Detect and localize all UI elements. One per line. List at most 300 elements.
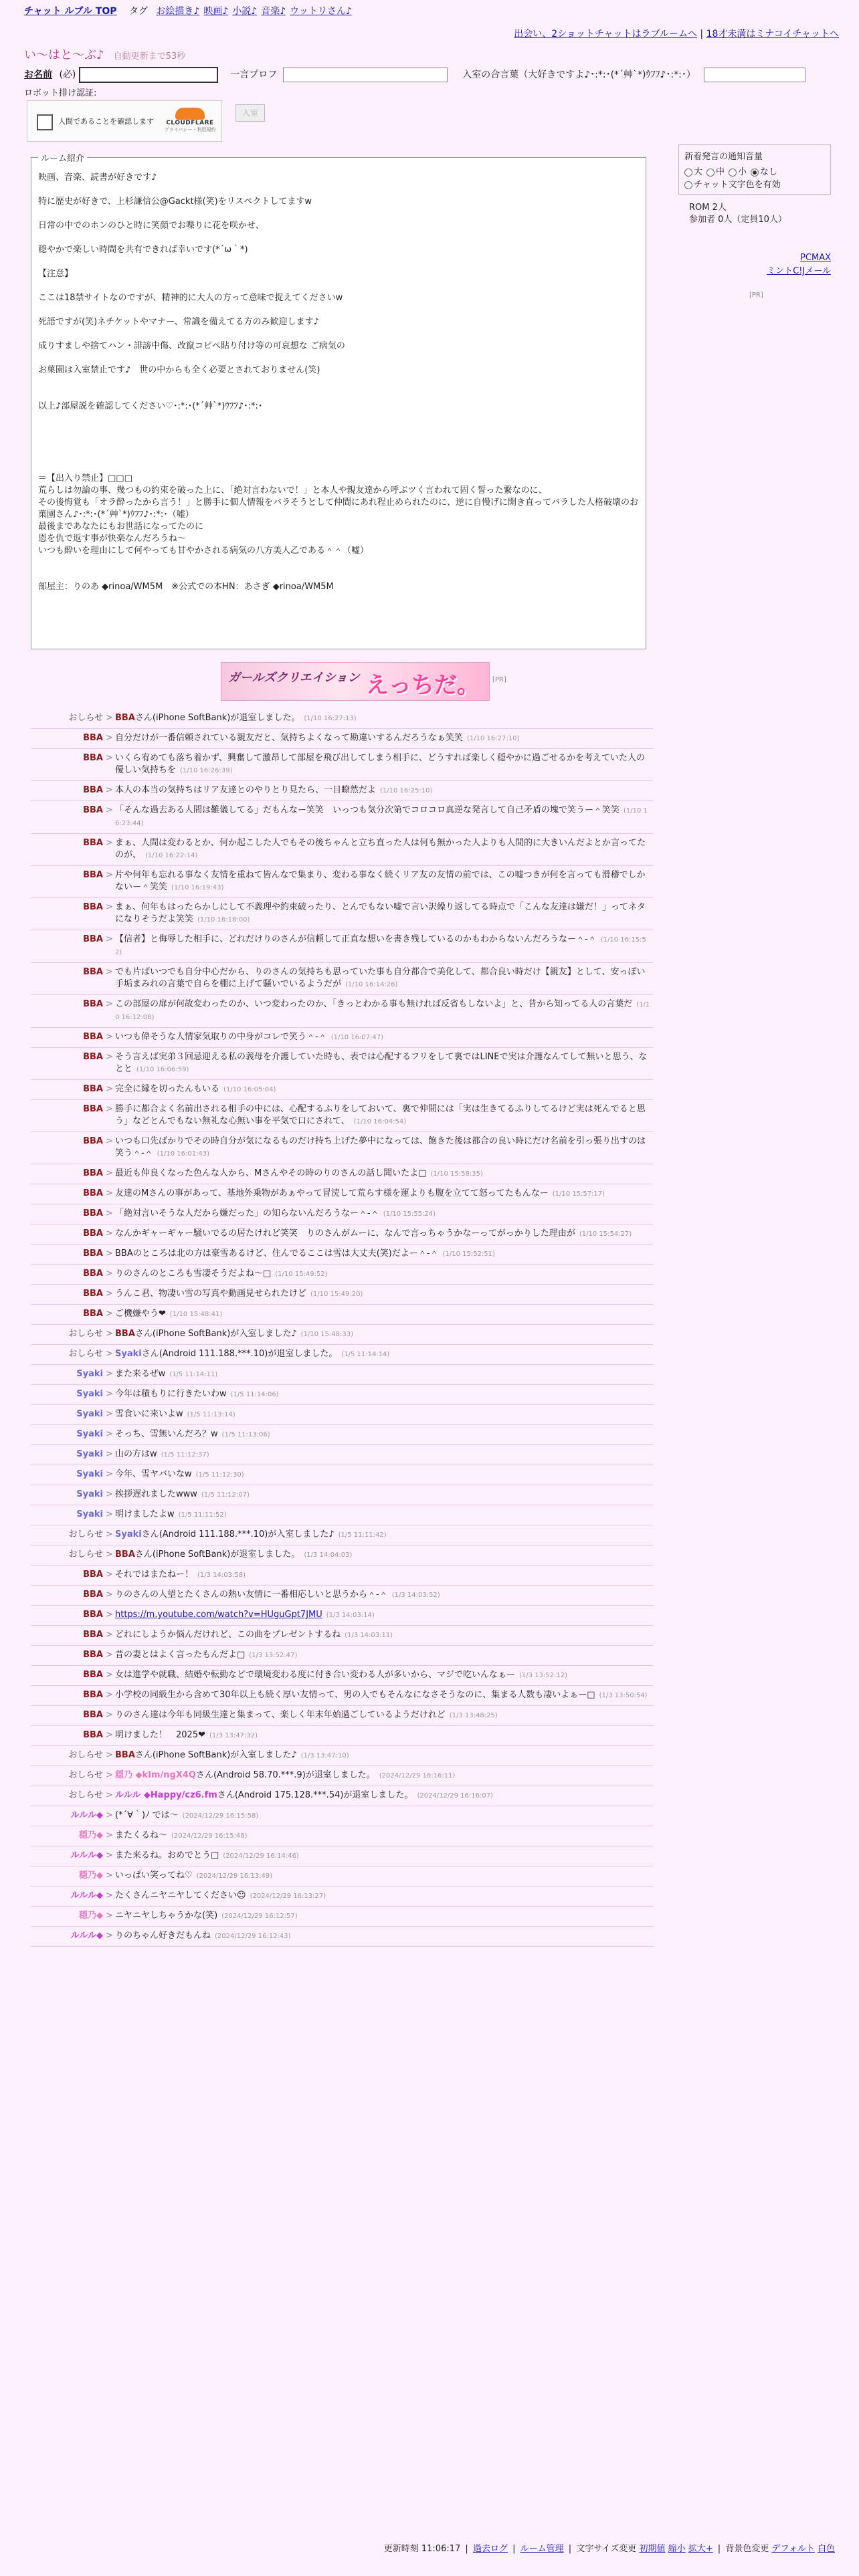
- message-row: [31, 1686, 653, 1706]
- arrow-icon: >: [106, 1529, 113, 1539]
- radio-icon[interactable]: [684, 169, 692, 177]
- message-row: [31, 709, 653, 729]
- message-time: (1/10 15:48:41): [169, 1311, 223, 1318]
- message-speaker: BBA: [83, 1228, 103, 1239]
- message-text: さん(iPhone SoftBank)が入室しました♪: [134, 1750, 297, 1760]
- message-time: (2024/12/29 16:15:48): [171, 1832, 248, 1840]
- message-text: うんこ君、物凄い雪の写真や動画見せられたけど: [115, 1289, 307, 1299]
- message-body: [115, 1328, 653, 1341]
- message-row: [31, 1626, 653, 1646]
- message-time: (1/10 16:26:39): [180, 767, 233, 774]
- message-row: [31, 995, 653, 1028]
- message-speaker: BBA: [83, 934, 103, 944]
- arrow-icon: >: [106, 1168, 113, 1178]
- message-row: [31, 1184, 653, 1204]
- arrow-icon: >: [106, 805, 113, 815]
- entry-form: [24, 67, 843, 83]
- message-speaker: BBA: [83, 1249, 103, 1259]
- arrow-icon: >: [106, 1389, 113, 1399]
- message-time: (1/10 16:01:43): [157, 1150, 210, 1158]
- captcha-widget: [27, 100, 222, 142]
- arrow-icon: >: [106, 753, 113, 763]
- room-occupancy: [689, 202, 787, 226]
- robot-check-label: ロボット排け認証:: [24, 88, 97, 98]
- message-speaker: ルルル◆: [70, 1931, 103, 1941]
- message-row: [31, 1726, 653, 1746]
- banner-left-text: ガールズクリエイション: [228, 671, 360, 685]
- message-text: 明けましたよw: [115, 1509, 175, 1519]
- intro-line: [38, 232, 639, 244]
- arrow-icon: >: [106, 1770, 113, 1780]
- arrow-icon: >: [106, 1650, 113, 1660]
- arrow-icon: >: [106, 1289, 113, 1299]
- minakoi-link[interactable]: 18才未満はミナコイチャットへ: [706, 29, 839, 39]
- message-text: 雪食いに来いよw: [115, 1409, 183, 1419]
- message-text: 今年は積もりに行きたいわw: [115, 1389, 227, 1399]
- message-speaker: Syaki: [76, 1489, 103, 1499]
- message-row: [31, 1132, 653, 1164]
- bg-default-link[interactable]: デフォルト: [771, 2544, 815, 2554]
- message-row: [31, 1224, 653, 1245]
- message-row: [31, 1405, 653, 1425]
- message-text: それではまたねー！: [115, 1570, 194, 1580]
- arrow-icon: >: [106, 999, 113, 1009]
- message-nick: BBA: [115, 1750, 135, 1760]
- intro-line: [38, 569, 639, 581]
- separator: |: [717, 2544, 721, 2554]
- radio-icon[interactable]: [729, 169, 737, 177]
- message-row: [31, 1586, 653, 1606]
- message-speaker: Syaki: [76, 1469, 103, 1479]
- message-body: [115, 1268, 653, 1281]
- message-body: [115, 1930, 653, 1943]
- room-admin-link[interactable]: ルーム管理: [520, 2544, 564, 2554]
- banner-pr-tag: [PR]: [492, 676, 506, 683]
- message-speaker: BBA: [83, 1188, 103, 1198]
- message-body: [115, 1031, 653, 1044]
- message-text: またくるね〜: [115, 1830, 168, 1840]
- arrow-icon: >: [106, 1790, 113, 1800]
- size-small-link[interactable]: 縮小: [668, 2544, 686, 2554]
- message-text: 昔の妻とはよく言ったもんだよ□: [115, 1650, 246, 1660]
- notify-option-label: 大: [694, 167, 703, 177]
- message-body: [115, 1051, 653, 1076]
- separator: |: [568, 2544, 572, 2554]
- message-row: [31, 1706, 653, 1726]
- message-row: [31, 1525, 653, 1545]
- arrow-icon: >: [106, 1104, 113, 1114]
- message-body: [115, 1870, 653, 1883]
- message-body: [115, 1228, 653, 1241]
- passphrase-input[interactable]: [704, 68, 805, 82]
- message-time: (1/3 14:03:52): [391, 1592, 440, 1599]
- intro-line: [38, 304, 639, 316]
- message-text: 明けました！ 2025❤: [115, 1730, 205, 1740]
- arrow-icon: >: [106, 1052, 113, 1062]
- arrow-icon: >: [106, 1429, 113, 1439]
- message-row: [31, 1080, 653, 1100]
- message-text: 女は進学や就職、結婚や転勤などで環境変わる度に付き合い変わる人が多いから、マジで吃いんなぁー: [115, 1670, 516, 1680]
- tag-list: [156, 6, 355, 17]
- arrow-icon: >: [106, 1409, 113, 1419]
- message-time: (1/10 16:05:04): [223, 1086, 276, 1093]
- message-text: りのさん達は今年も同級生達と集まって、楽しく年末年始過ごしているようだけれど: [115, 1710, 446, 1720]
- message-text: さん(Android 58.70.***.9)が退室しました。: [195, 1770, 375, 1780]
- message-row: [31, 1305, 653, 1325]
- message-row: [31, 1786, 653, 1806]
- message-speaker: BBA: [83, 785, 103, 795]
- banner-right-text: えっちだ。: [366, 672, 480, 699]
- arrow-icon: >: [106, 1610, 113, 1620]
- size-large-link[interactable]: 拡大+: [688, 2544, 713, 2554]
- message-body: [115, 1083, 653, 1096]
- message-body: [115, 1649, 653, 1662]
- message-body: [115, 1509, 653, 1521]
- message-speaker: BBA: [83, 1084, 103, 1094]
- message-text: この部屋の扉が何故変わったのか、いつ変わったのか、「きっとわかる事も無ければ反省もしないよ」と、昔から知ってる人の言葉だ: [115, 999, 633, 1009]
- message-text: さん(iPhone SoftBank)が入室しました♪: [134, 1329, 297, 1339]
- captcha-checkbox[interactable]: [37, 114, 53, 130]
- intro-line: [38, 413, 639, 425]
- tag-link[interactable]: お絵描き♪: [156, 6, 200, 17]
- arrow-icon: >: [106, 1369, 113, 1379]
- intro-line: 映画、音楽、読書が好きです♪: [38, 173, 157, 183]
- message-nick: BBA: [115, 713, 135, 723]
- message-row: [31, 1846, 653, 1866]
- member-count: 参加者 0人（定員10人）: [689, 215, 787, 225]
- message-time: (1/5 11:14:14): [341, 1351, 390, 1358]
- intro-line: [38, 328, 639, 340]
- chat-color-option[interactable]: [684, 177, 825, 190]
- message-text: いつも口先ばかりでその時自分が気になるものだけ持ち上げた夢中になっては、飽きた後は都合の良い時にだけ名前を引っ張り出すのは笑う＾-＾: [115, 1136, 646, 1158]
- arrow-icon: >: [106, 1710, 113, 1720]
- radio-icon[interactable]: [751, 169, 759, 177]
- message-speaker: おしらせ: [68, 1349, 103, 1359]
- separator: |: [512, 2544, 516, 2554]
- arrow-icon: >: [106, 1136, 113, 1146]
- intro-line: ここは18禁サイトなのですが、精神的に大人の方って意味で捉えてくださいw: [38, 293, 343, 303]
- notify-title: 新着発言の通知音量: [684, 152, 763, 162]
- message-text: りのちゃん好きだもんね: [115, 1931, 211, 1941]
- message-time: (2024/12/29 16:14:46): [223, 1852, 299, 1860]
- message-text: さん(iPhone SoftBank)が退室しました。: [134, 1549, 300, 1560]
- pcmax-link[interactable]: PCMAX: [800, 253, 831, 263]
- message-body: [115, 1629, 653, 1642]
- message-time: (2024/12/29 16:13:27): [250, 1893, 326, 1900]
- bg-color-label: 背景色変更: [725, 2544, 769, 2554]
- message-speaker: BBA: [83, 1710, 103, 1720]
- message-row: [31, 1245, 653, 1265]
- message-time: (1/3 14:03:14): [326, 1612, 375, 1619]
- message-body: [115, 1168, 653, 1180]
- arrow-icon: >: [106, 1309, 113, 1319]
- message-speaker: BBA: [83, 1104, 103, 1114]
- message-time: (1/3 13:50:54): [599, 1692, 648, 1699]
- intro-line: 部屋主：りのあ ◆rinoa/WM5M ※公式での本HN：あさぎ ◆rinoa/WM5M: [38, 582, 334, 592]
- message-body: [115, 1388, 653, 1401]
- message-time: (1/3 14:03:11): [345, 1632, 393, 1639]
- message-speaker: Syaki: [76, 1389, 103, 1399]
- message-speaker: おしらせ: [68, 1770, 103, 1780]
- profile-label: 一言プロフ: [230, 70, 278, 80]
- message-time: (1/10 16:04:54): [353, 1118, 407, 1125]
- message-speaker: Syaki: [76, 1449, 103, 1459]
- intro-line: [38, 461, 639, 473]
- message-time: (1/5 11:12:30): [195, 1471, 244, 1479]
- message-row: [31, 1505, 653, 1525]
- message-time: (1/3 13:52:47): [249, 1652, 298, 1659]
- message-speaker: 穏乃◆: [79, 1830, 103, 1840]
- brand-link[interactable]: チャット ルブル TOP: [24, 6, 117, 17]
- arrow-icon: >: [106, 1590, 113, 1600]
- radio-icon[interactable]: [706, 169, 714, 177]
- message-row: [31, 781, 653, 801]
- message-time: (1/5 11:12:07): [201, 1491, 250, 1499]
- message-time: (1/10 16:14:26): [345, 981, 398, 988]
- tag-link[interactable]: 小説♪: [232, 6, 258, 17]
- intro-line: [38, 425, 639, 437]
- message-nick: Syaki: [115, 1349, 142, 1359]
- update-time: 更新時刻 11:06:17: [383, 2544, 461, 2554]
- message-row: [31, 1826, 653, 1846]
- message-speaker: 穏乃◆: [79, 1870, 103, 1881]
- message-body: [115, 1810, 653, 1822]
- intro-line: 荒らしは勿論の事、幾つもの約束を破った上に、「絶対言わないで！」と本人や親友達から呼ぶツく言われて固く誓った繋なのに、: [38, 486, 547, 496]
- message-time: (1/10 16:07:47): [330, 1034, 384, 1041]
- message-speaker: BBA: [83, 999, 103, 1009]
- intro-line: その後悔覚も「オラ酔ったから言う！」と勝手に個人情報をバラそうとして仲間にあれ程止められたのに、逆に自慢げに開き直ってバラした人格破壊のお菓園さん♪･:*:･(*´艸`*)ｳﾌﾌ♪･:*:･（嘘）: [38, 498, 639, 520]
- profile-input[interactable]: [283, 68, 448, 82]
- intro-line: 最後まであなたにもお世話になってたのに: [38, 522, 204, 532]
- bg-white-link[interactable]: 白色: [817, 2544, 835, 2554]
- message-time: (2024/12/29 16:15:58): [182, 1812, 259, 1820]
- intro-line: 死語ですが(笑)ネチケットやマナー、常識を備えてる方のみ歓迎します♪: [38, 317, 319, 327]
- message-speaker: BBA: [83, 1032, 103, 1042]
- message-text: 「そんな過去ある人間は難儀してる」だもんなー笑笑 いっつも気分次第でコロコロ真逆な発言して自己矛盾の塊で笑うー＾笑笑: [115, 805, 620, 815]
- arrow-icon: >: [106, 713, 113, 723]
- message-time: (1/3 13:48:25): [449, 1712, 498, 1719]
- message-row: [31, 1285, 653, 1305]
- message-speaker: BBA: [83, 753, 103, 763]
- cloudflare-links[interactable]: プライバシー・利用規約: [164, 127, 216, 132]
- arrow-icon: >: [106, 1570, 113, 1580]
- message-nick: ルルル ◆Happy/cz6.fm: [115, 1790, 217, 1800]
- arrow-icon: >: [106, 1670, 113, 1680]
- message-row: [31, 1365, 653, 1385]
- message-text: 片や何年も忘れる事なく友情を重ねて皆んなで集まり、変わる事なく続くリア友の友情の前では、この嘘つきが何を言っても滑稽でしかないー＾笑笑: [115, 870, 646, 892]
- message-time: (1/10 16:18:00): [197, 916, 250, 924]
- message-body: [115, 1549, 653, 1562]
- message-body: [115, 1569, 653, 1582]
- message-speaker: おしらせ: [68, 1549, 103, 1560]
- arrow-icon: >: [106, 1228, 113, 1239]
- message-row: [31, 749, 653, 781]
- radio-icon[interactable]: [684, 181, 692, 189]
- message-time: (1/3 14:03:58): [197, 1572, 246, 1579]
- arrow-icon: >: [106, 1084, 113, 1094]
- notify-option-label: 中: [716, 167, 725, 177]
- message-row: [31, 1766, 653, 1786]
- message-time: (1/10 15:49:20): [310, 1291, 363, 1298]
- message-speaker: BBA: [83, 870, 103, 880]
- auto-update-countdown: 自動更新まで53秒: [113, 51, 186, 62]
- message-time: (1/3 14:04:03): [304, 1551, 353, 1559]
- tag-link[interactable]: 映画♪: [203, 6, 229, 17]
- arrow-icon: >: [106, 1630, 113, 1640]
- message-time: (1/5 11:13:06): [221, 1431, 270, 1438]
- message-speaker: ルルル◆: [70, 1850, 103, 1860]
- message-speaker: BBA: [83, 1690, 103, 1700]
- arrow-icon: >: [106, 1269, 113, 1279]
- arrow-icon: >: [106, 1891, 113, 1901]
- intro-line: ＝【出入り禁止】□□□: [38, 473, 132, 484]
- required-mark: (必): [59, 70, 76, 80]
- message-row: [31, 1746, 653, 1766]
- arrow-icon: >: [106, 1329, 113, 1339]
- message-body: [115, 1428, 653, 1441]
- message-row: [31, 1164, 653, 1184]
- message-text: そう言えば実弟３回忌迎える私の義母を介護していた時も、表では心配するフリをして裏ではLINEで実は介護なんてして無いと思う、なとと: [115, 1052, 648, 1074]
- message-text: さん(Android 175.128.***.54)が退室しました。: [217, 1790, 413, 1800]
- arrow-icon: >: [106, 934, 113, 944]
- message-speaker: ルルル◆: [70, 1891, 103, 1901]
- message-text: たくさんニヤニヤしてください☺: [115, 1891, 246, 1901]
- tag-link[interactable]: 音楽♪: [261, 6, 286, 17]
- message-time: (1/10 16:25:10): [380, 787, 433, 794]
- ad-banner[interactable]: [221, 662, 490, 701]
- message-body: [115, 1103, 653, 1128]
- message-text: 本人の本当の気持ちはリア友達とのやりとり見たら、一目瞭然だよ: [115, 785, 377, 795]
- message-body: [115, 1136, 653, 1160]
- arrow-icon: >: [106, 1349, 113, 1359]
- message-time: (1/3 13:47:32): [209, 1732, 258, 1739]
- message-text: ご機嫌やう❤: [115, 1309, 166, 1319]
- size-default-link[interactable]: 初期値: [639, 2544, 666, 2554]
- message-time: (1/5 11:12:37): [161, 1451, 209, 1459]
- arrow-icon: >: [106, 902, 113, 912]
- tag-link[interactable]: ウットリさん♪: [290, 6, 352, 17]
- message-text: りのさんのところも雪凄そうだよね〜□: [115, 1269, 272, 1279]
- arrow-icon: >: [106, 733, 113, 743]
- arrow-icon: >: [106, 838, 113, 848]
- cloudflare-logo: [164, 108, 216, 133]
- message-body: [115, 1609, 653, 1622]
- message-speaker: BBA: [83, 1052, 103, 1062]
- message-body: [115, 934, 653, 959]
- intro-line: 以上♪部屋説を確認してください♡･:*:･(*´艸`*)ｳﾌﾌ♪･:*:･: [38, 401, 263, 411]
- message-body: [115, 869, 653, 894]
- intro-line: 特に歴史が好きで、上杉謙信公@Gackt様(笑)をリスペクトしてますw: [38, 197, 312, 207]
- love-room-link[interactable]: 出会い、2ショットチャットはラブルームへ: [514, 29, 697, 39]
- intro-line: [38, 437, 639, 449]
- arrow-icon: >: [106, 1830, 113, 1840]
- message-speaker: BBA: [83, 1136, 103, 1146]
- message-row: [31, 1204, 653, 1224]
- message-body: [115, 998, 653, 1024]
- message-row: [31, 866, 653, 898]
- message-speaker: BBA: [83, 1610, 103, 1620]
- message-row: [31, 1907, 653, 1927]
- message-text: そっち、雪無いんだろ？w: [115, 1429, 218, 1439]
- side-links: [767, 251, 831, 278]
- message-text: さん(Android 111.188.***.10)が入室しました♪: [141, 1529, 335, 1539]
- message-time: (2024/12/29 16:16:11): [379, 1772, 456, 1780]
- message-body: [115, 732, 653, 745]
- message-body: [115, 1489, 653, 1501]
- mintc-link[interactable]: ミントC!Jメール: [767, 266, 831, 276]
- enter-button[interactable]: 入室: [235, 104, 265, 122]
- message-body: [115, 837, 653, 862]
- arrow-icon: >: [106, 785, 113, 795]
- arrow-icon: >: [106, 1911, 113, 1921]
- name-input[interactable]: [79, 67, 218, 83]
- name-label: お名前: [24, 70, 52, 80]
- message-speaker: BBA: [83, 1269, 103, 1279]
- message-text: いっぱい笑ってね♡: [115, 1870, 193, 1881]
- message-text: まぁ、人間は変わるとか、何か起こした人でもその後ちゃんと立ち直った人は何も無かった人よりも人間的に大きいんだよとか言ってたのが、: [115, 838, 646, 860]
- message-text: 今年、雪ヤバいなw: [115, 1469, 192, 1479]
- message-body: [115, 1288, 653, 1301]
- message-text: さん(iPhone SoftBank)が退室しました。: [134, 713, 300, 723]
- message-body: [115, 966, 653, 991]
- captcha-text: 人間であることを確認します: [58, 117, 154, 126]
- message-link[interactable]: https://m.youtube.com/watch?v=HUguGpt7JMU: [115, 1610, 322, 1620]
- intro-line: [38, 352, 639, 364]
- message-text: いつも偉そうな人情家気取りの中身がコレで笑う＾-＾: [115, 1032, 327, 1042]
- intro-line: いつも酔いを理由にして何やっても甘やかされる病気の八方美人乙である＾＾（嘘）: [38, 546, 369, 556]
- message-time: (1/5 11:13:14): [187, 1411, 235, 1418]
- message-text: 挨拶遅れましたwww: [115, 1489, 197, 1499]
- message-nick: BBA: [115, 1329, 135, 1339]
- message-time: (1/10 15:57:17): [552, 1190, 605, 1198]
- message-speaker: BBA: [83, 902, 103, 912]
- message-time: (1/5 11:11:42): [338, 1531, 387, 1539]
- message-row: [31, 1646, 653, 1666]
- message-speaker: BBA: [83, 1309, 103, 1319]
- message-text: BBAのところは北の方は豪雪あるけど、住んでるここは雪は大丈夫(笑)だよー＾-＾: [115, 1249, 439, 1259]
- message-body: [115, 1850, 653, 1862]
- message-time: (1/10 16:06:59): [136, 1066, 189, 1073]
- pr-tag: [PR]: [749, 292, 763, 299]
- top-bar: [24, 4, 356, 17]
- intro-line: 日常の中でのホンのひと時に笑顔でお喋りに花を咲かせ、: [38, 221, 264, 231]
- chat-color-label: チャット文字色を有効: [694, 180, 781, 190]
- message-text: さん(Android 111.188.***.10)が退室しました。: [141, 1349, 338, 1359]
- message-row: [31, 1666, 653, 1686]
- message-body: [115, 1208, 653, 1220]
- message-body: [115, 901, 653, 926]
- message-text: 勝手に都合よく名前出される相手の中には、心配するふりをしておいて、裏で仲間には「実は生きてるふりしてるけど実は死んでると思う」などとんでもない無礼な心無い事を平気で口にされて、: [115, 1104, 646, 1126]
- external-links: [514, 27, 839, 40]
- message-body: [115, 1448, 653, 1461]
- intro-line: 成りすましや捨てハン・誹謗中傷、改竄コピペ貼り付け等の可哀想な ご病気の: [38, 341, 345, 351]
- message-row: [31, 1425, 653, 1445]
- message-time: (1/10 16:12:08): [115, 1001, 650, 1021]
- message-row: [31, 1100, 653, 1132]
- message-row: [31, 729, 653, 749]
- message-speaker: BBA: [83, 1289, 103, 1299]
- message-text: なんかギャーギャー騒いでるの居たけれど笑笑 りのさんがムーに、なんで言っちゃうかなーってがっかりした理由が: [115, 1228, 575, 1239]
- message-time: (1/10 15:48:33): [300, 1331, 354, 1338]
- message-speaker: ルルル◆: [70, 1810, 103, 1820]
- arrow-icon: >: [106, 1549, 113, 1560]
- message-row: [31, 801, 653, 834]
- past-log-link[interactable]: 過去ログ: [472, 2544, 508, 2554]
- message-time: (1/10 15:54:27): [579, 1230, 632, 1238]
- message-time: (1/5 11:14:06): [230, 1391, 279, 1398]
- message-speaker: BBA: [83, 967, 103, 977]
- message-body: [115, 1529, 653, 1541]
